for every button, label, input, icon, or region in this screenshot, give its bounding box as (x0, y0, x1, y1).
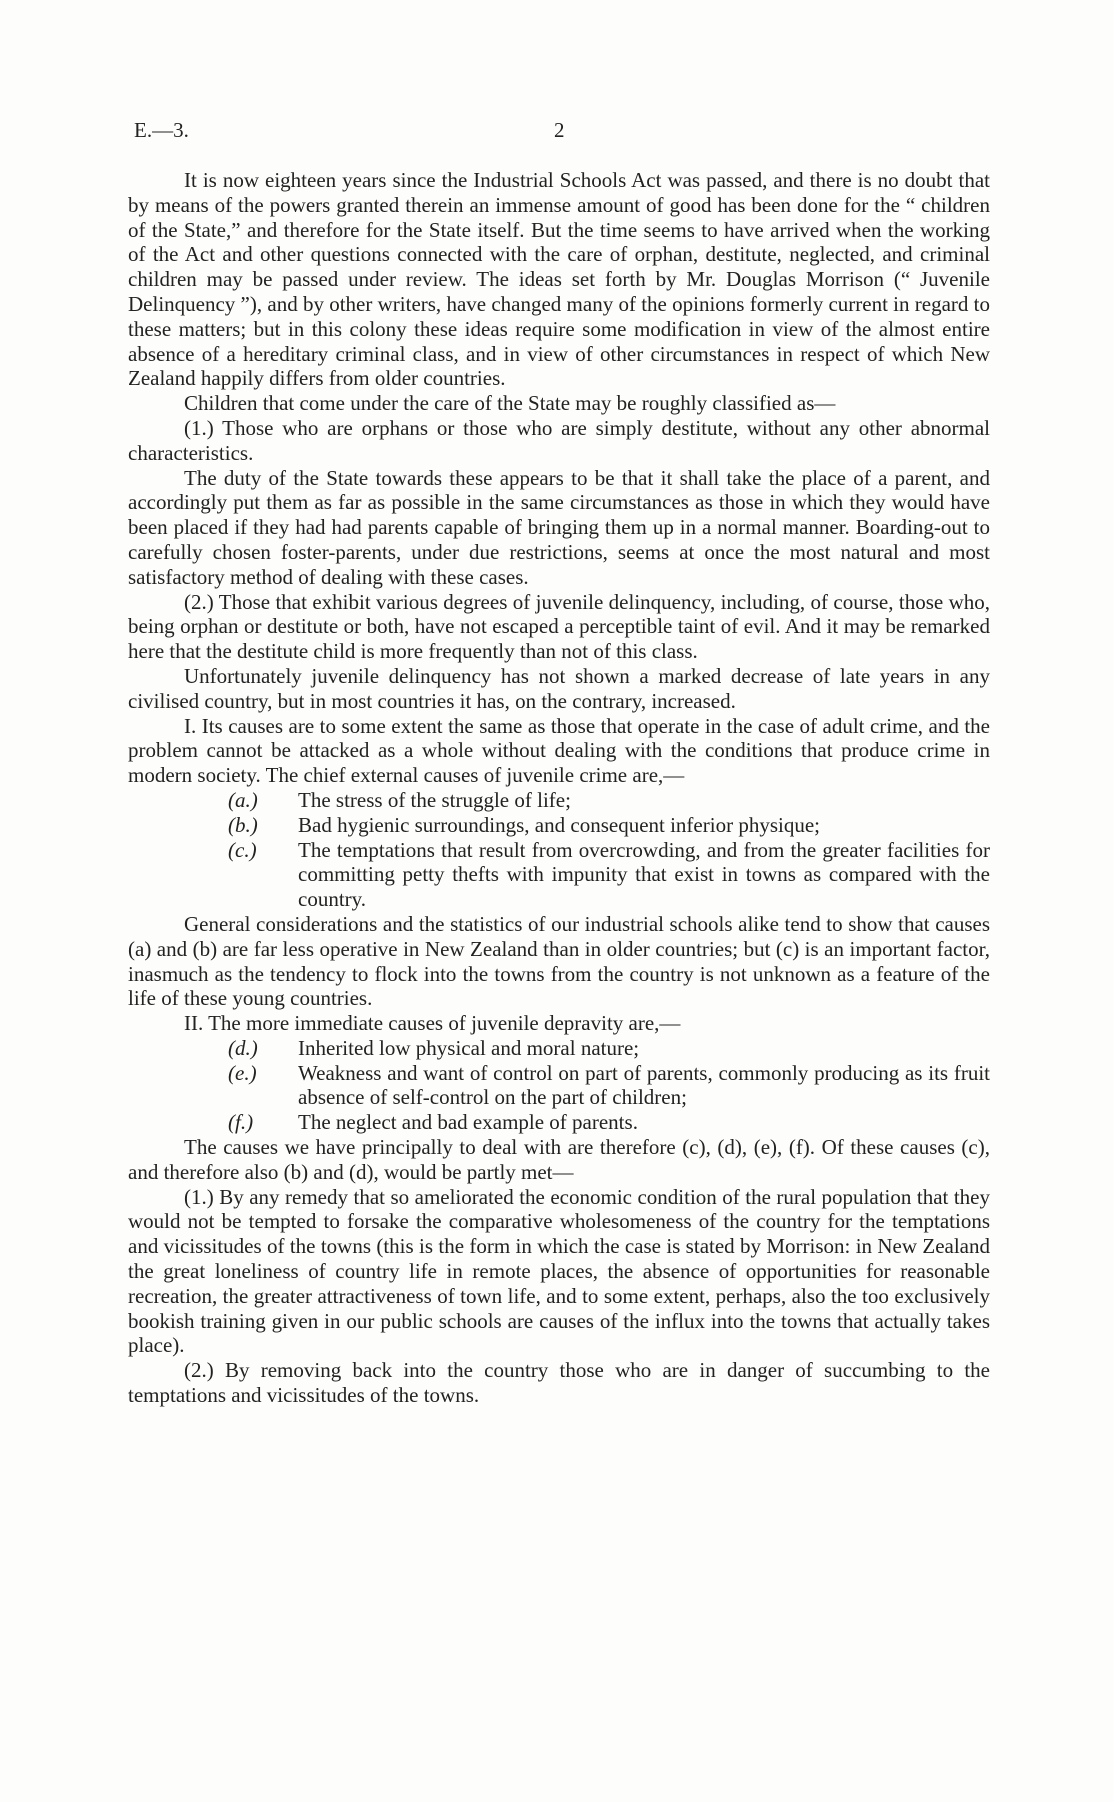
paragraph-intro: It is now eighteen years since the Industrial Schools Act was passed, and there is no doubt that by means of the powers granted therein an immense amount of good has been done for the “ children of the State,” and therefore for the State itself. But the time seems to have arrived when the working of the Act and other questions connected with the care of orphan, destitute, neglected, and criminal children may be passed under review. The ideas set forth by Mr. Douglas Morrison (“ Juvenile Delinquency ”), and by other writers, have changed many of the opinions formerly current in regard to these matters; but in this colony these ideas require some modification in view of the almost entire absence of a hereditary criminal class, and in view of other circumstances in respect of which New Zealand happily differs from older countries. (128, 168, 990, 391)
list-item-cause-d (128, 1036, 990, 1061)
list-label: (b.) (228, 812, 258, 837)
paragraph-remedy-one: (1.) By any remedy that so ameliorated the economic condition of the rural population that they would not be tempted to forsake the comparative wholesomeness of the country for the temptations and vicissitudes of the towns (this is the form in which the case is stated by Morrison: in New Zealand the great loneliness of country life in remote places, the absence of opportunities for reasonable recreation, the greater attractiveness of town life, and to some extent, perhaps, also the too exclusively bookish training given in our public schools are causes of the influx into the towns that actually takes place). (128, 1184, 990, 1358)
list-text: The stress of the struggle of life; (298, 787, 571, 812)
paragraph-class-one: (1.) Those who are orphans or those who are simply destitute, without any other abnormal characteristics. (128, 415, 990, 465)
paragraph-delinquency-trend: Unfortunately juvenile delinquency has not shown a marked decrease of late years in any civilised country, but in most countries it has, on the contrary, increased. (128, 663, 990, 713)
paragraph-remedy-two: (2.) By removing back into the country those who are in danger of succumbing to the temptations and vicissitudes of the towns. (128, 1358, 990, 1408)
list-label: (f.) (228, 1110, 254, 1135)
paragraph-principal-causes: The causes we have principally to deal with are therefore (c), (d), (e), (f). Of these causes (c), and therefore also (b) and (d), would be partly met— (128, 1135, 990, 1184)
list-text: Inherited low physical and moral nature; (298, 1035, 640, 1060)
list-label: (c.) (228, 837, 257, 862)
body-text (128, 168, 990, 1408)
paragraph-class-two: (2.) Those that exhibit various degrees of juvenile delinquency, including, of course, those who, being orphan or destitute or both, have not escaped a perceptible taint of evil. And it may be remarked here that the destitute child is more frequently than not of this class. (128, 589, 990, 664)
list-item-cause-b (128, 813, 990, 838)
paragraph-causes-one: I. Its causes are to some extent the same as those that operate in the case of adult crime, and the problem cannot be attacked as a whole without dealing with the conditions that produce crime in modern society. The chief external causes of juvenile crime are,— (128, 713, 990, 788)
page-number: 2 (554, 118, 565, 142)
list-text: Weakness and want of control on part of parents, commonly producing as its fruit absence of self-control on the part of children; (298, 1060, 990, 1110)
list-text: The neglect and bad example of parents. (298, 1110, 638, 1135)
list-label: (d.) (228, 1035, 258, 1060)
paragraph-state-duty: The duty of the State towards these appears to be that it shall take the place of a parent, and accordingly put them as far as possible in the same circumstances as those in which they would have been placed if they had had parents capable of bringing them up in a normal manner. Boarding-out to carefully chosen foster-parents, under due restrictions, seems at once the most natural and most satisfactory method of dealing with these cases. (128, 465, 990, 589)
list-item-cause-f (128, 1110, 990, 1135)
list-item-cause-e (128, 1061, 990, 1111)
list-text: The temptations that result from overcrowding, and from the greater facilities for committing petty thefts with impunity that exist in towns as compared with the country. (298, 837, 990, 912)
paragraph-general-considerations: General considerations and the statistics of our industrial schools alike tend to show that causes (a) and (b) are far less operative in New Zealand than in older countries; but (c) is an important factor, inasmuch as the tendency to flock into the towns from the country is not unknown as a feature of the life of these young countries. (128, 911, 990, 1011)
list-label: (e.) (228, 1060, 257, 1085)
list-item-cause-a (128, 788, 990, 813)
paragraph-immediate-causes: II. The more immediate causes of juvenile depravity are,— (184, 1011, 681, 1036)
page-header (134, 118, 980, 148)
list-text: Bad hygienic surroundings, and consequent inferior physique; (298, 812, 820, 837)
paragraph-classification: Children that come under the care of the State may be roughly classified as— (184, 391, 836, 416)
document-reference: E.—3. (134, 118, 189, 142)
list-label: (a.) (228, 787, 258, 812)
list-item-cause-c (128, 838, 990, 912)
